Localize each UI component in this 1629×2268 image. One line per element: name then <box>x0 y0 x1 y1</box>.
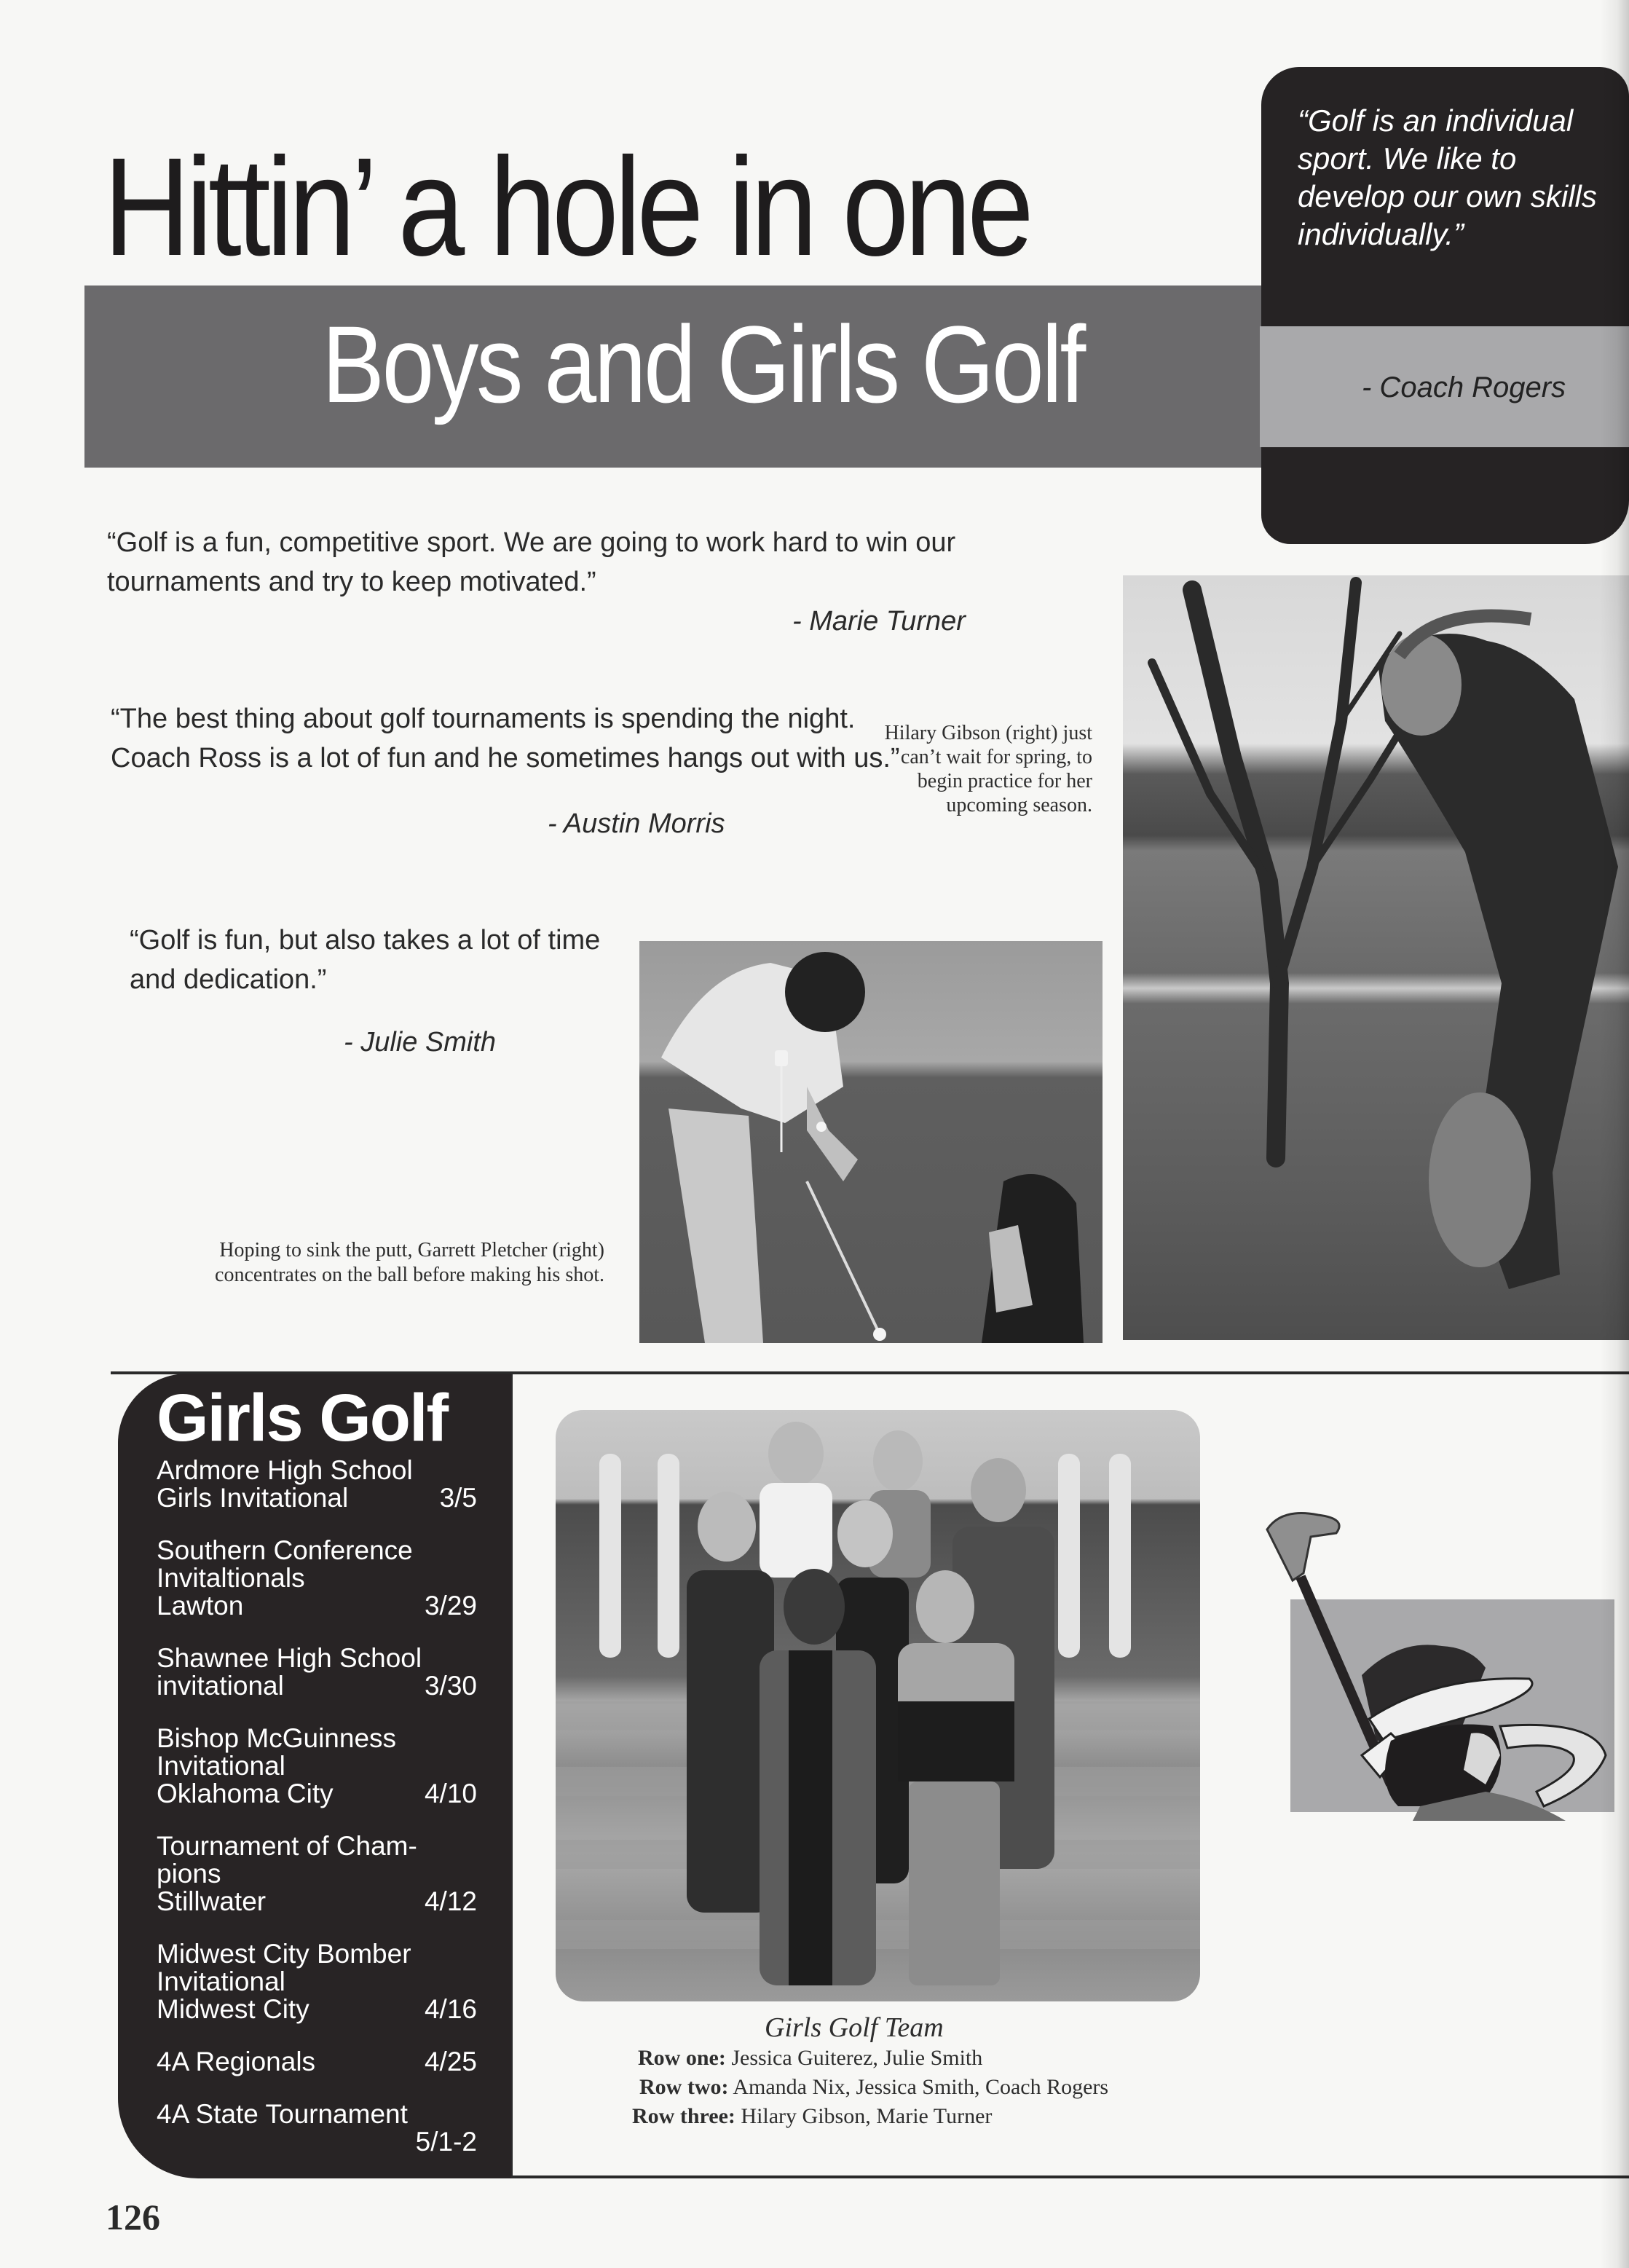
team-photo-rows <box>632 2044 1108 2131</box>
page-headline: Hittin’ a hole in one <box>103 128 1030 285</box>
schedule-list <box>157 1457 477 2181</box>
schedule-item <box>157 2100 477 2156</box>
schedule-event-date: 3/29 <box>424 1591 477 1621</box>
schedule-item <box>157 2048 477 2076</box>
schedule-event-name: Ardmore High School Girls Invitational <box>157 1455 413 1513</box>
schedule-item <box>157 1457 477 1512</box>
coach-quote-attribution: - Coach Rogers <box>1362 371 1566 403</box>
schedule-event-name: Bishop McGuinness Invitational Oklahoma City <box>157 1723 397 1808</box>
schedule-item <box>157 1537 477 1620</box>
quote-marie-turner: “Golf is a fun, competitive sport. We are going to work hard to win our tournaments and try to keep motivated.” <box>107 527 956 597</box>
team-photo-title: Girls Golf Team <box>765 2012 944 2043</box>
row-label: Row three: <box>632 2104 735 2128</box>
book-spine-shadow <box>1600 0 1629 2268</box>
quote-julie-smith: “Golf is fun, but also takes a lot of time and dedication.” <box>130 925 601 995</box>
golfer-woman-visor-icon <box>1253 1478 1617 1821</box>
schedule-event-name: Shawnee High School invitational <box>157 1643 422 1701</box>
schedule-event-name: Midwest City Bomber Invitational Midwest City <box>157 1939 411 2024</box>
schedule-event-date: 5/1-2 <box>415 2127 477 2157</box>
page-number: 126 <box>106 2197 160 2237</box>
caption-hilary-gibson: Hilary Gibson (right) just can’t wait for spring, to begin practice for her upcoming season. <box>884 722 1092 816</box>
schedule-item <box>157 1832 477 1915</box>
row-names: Jessica Guiterez, Julie Smith <box>731 2046 983 2070</box>
schedule-item <box>157 1645 477 1700</box>
quote-attribution: - Julie Smith <box>344 1027 497 1058</box>
schedule-item <box>157 1725 477 1808</box>
caption-garrett-pletcher: Hoping to sink the putt, Garrett Pletcher (right) concentrates on the ball before making his shot. <box>215 1239 604 1286</box>
coach-quote-text: “Golf is an individual sport. We like to develop our own skills individually.” <box>1298 103 1597 251</box>
photo-garrett-pletcher-putting <box>639 941 1103 1343</box>
photo-hilary-gibson-swinging <box>1123 575 1629 1340</box>
schedule-event-date: 4/16 <box>424 1994 477 2024</box>
row-names: Amanda Nix, Jessica Smith, Coach Rogers <box>733 2075 1109 2099</box>
schedule-event-name: 4A Regionals <box>157 2047 316 2076</box>
schedule-event-name: Tournament of Cham- pions Stillwater <box>157 1831 417 1916</box>
row-label: Row one: <box>638 2046 726 2070</box>
schedule-title: Girls Golf <box>157 1381 448 1455</box>
schedule-item <box>157 1940 477 2023</box>
schedule-event-date: 3/30 <box>424 1671 477 1701</box>
schedule-event-date: 4/10 <box>424 1779 477 1808</box>
photo-girls-golf-team <box>556 1410 1200 2001</box>
row-names: Hilary Gibson, Marie Turner <box>741 2104 993 2128</box>
schedule-event-date: 4/25 <box>424 2047 477 2076</box>
row-label: Row two: <box>639 2075 729 2099</box>
schedule-event-name: 4A State Tournament <box>157 2099 408 2129</box>
schedule-event-name: Southern Conference Invitaltionals Lawton <box>157 1535 413 1621</box>
quote-attribution: - Marie Turner <box>792 606 966 637</box>
quote-attribution: - Austin Morris <box>548 808 725 839</box>
schedule-event-date: 3/5 <box>439 1483 477 1513</box>
photo-garrett-illustration <box>639 941 1103 1343</box>
team-row-one <box>632 2044 1108 2073</box>
schedule-event-date: 4/12 <box>424 1886 477 1916</box>
team-photo-illustration <box>556 1410 1200 2001</box>
team-row-two <box>632 2073 1108 2102</box>
team-row-three <box>632 2102 1108 2131</box>
quote-austin-morris: “The best thing about golf tournaments is spending the night. Coach Ross is a lot of fun and he sometimes hangs out with us.” <box>111 704 900 773</box>
page-subtitle: Boys and Girls Golf <box>322 303 1084 425</box>
photo-hilary-illustration <box>1123 575 1629 1340</box>
